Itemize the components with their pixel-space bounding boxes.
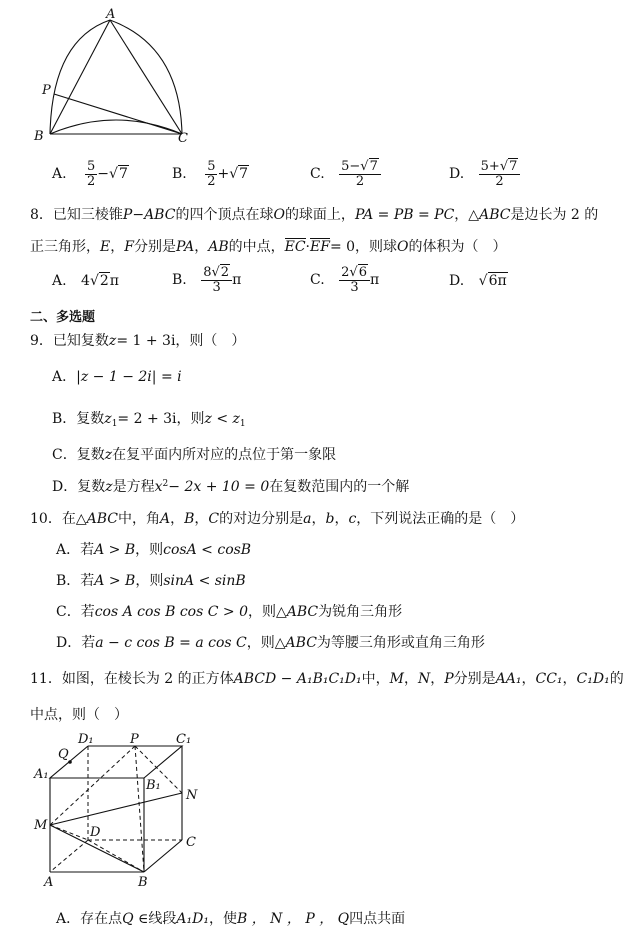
label-B1: B₁ xyxy=(146,778,161,793)
q10-stem: 10．在△ABC中，角A，B，C的对边分别是a，b，c，下列说法正确的是（ ） xyxy=(30,511,525,527)
q10-option-a: A．若A > B，则cosA < cosB xyxy=(56,542,252,558)
q11-stem-line2: 中点，则（ ） xyxy=(30,707,128,723)
q8-option-b: B. $\frac{8√2}{3}$ π xyxy=(172,265,242,295)
label-A: A xyxy=(44,875,54,888)
label-P: P xyxy=(42,83,51,98)
q7-option-b: B. $\frac{5}{2}$ +√7 xyxy=(172,159,249,189)
label-M: M xyxy=(34,818,48,833)
label-P: P xyxy=(130,732,139,747)
q9-option-b: B．复数$z_1= 2 + 3i$，则$z < z_1$ xyxy=(52,411,246,429)
figure-triangle xyxy=(30,6,200,146)
q7-option-c: C. $\frac{5-√7}{2}$ xyxy=(310,160,381,188)
q10-option-b: B．若A > B，则sinA < sinB xyxy=(56,573,246,589)
label-C1: C₁ xyxy=(176,732,192,747)
q7-option-a: A. $\frac{5}{2}$ −√7 xyxy=(52,159,128,189)
q8-stem-line2: 正三角形，E，F分别是PA，AB的中点，EC·EF= 0，则球O的体积为（ ） xyxy=(30,239,507,255)
section-title-multi-choice: 二、多选题 xyxy=(30,310,96,325)
q8-option-d: D. √6π xyxy=(449,273,507,289)
q11-stem-line1: 11．如图，在棱长为 2 的正方体ABCD − A₁B₁C₁D₁中，M，N，P分别是AA₁，CC₁，C₁D₁的 xyxy=(30,671,624,687)
label-D: D xyxy=(90,825,101,840)
q9-stem: 9．已知复数z= 1 + 3i，则（ ） xyxy=(30,333,246,349)
label-C: C xyxy=(186,835,196,850)
figure-cube xyxy=(26,732,206,888)
label-A: A xyxy=(106,7,116,22)
label-B: B xyxy=(138,875,148,888)
label-Q: Q xyxy=(58,747,69,762)
q8-option-a: A. 4√2π xyxy=(52,273,119,289)
q9-option-d: D．复数z是方程$x^2- 2x + 10 = 0$在复数范围内的一个解 xyxy=(52,479,410,495)
q8-stem-line1: 8．已知三棱锥P−ABC的四个顶点在球O的球面上，PA = PB = PC，△ABC是边长为 2 的 xyxy=(30,207,599,223)
label-C: C xyxy=(178,131,188,146)
label-A1: A₁ xyxy=(34,767,49,782)
q9-option-c: C．复数z在复平面内所对应的点位于第一象限 xyxy=(52,447,337,463)
q10-option-c: C．若cos A cos B cos C > 0，则△ABC为锐角三角形 xyxy=(56,604,403,620)
label-B: B xyxy=(34,129,44,144)
label-D1: D₁ xyxy=(78,732,94,747)
label-N: N xyxy=(186,788,198,803)
q11-option-a: A．存在点Q ∈线段A₁D₁，使B ， N ， P ， Q四点共面 xyxy=(56,911,406,927)
q10-option-d: D．若a − c cos B = a cos C，则△ABC为等腰三角形或直角三角形 xyxy=(56,635,485,651)
q9-option-a: A．|z − 1 − 2i| = i xyxy=(52,369,182,385)
q7-option-d: D. $\frac{5+√7}{2}$ xyxy=(449,160,520,188)
q8-option-c: C. $\frac{2√6}{3}$ π xyxy=(310,265,380,295)
